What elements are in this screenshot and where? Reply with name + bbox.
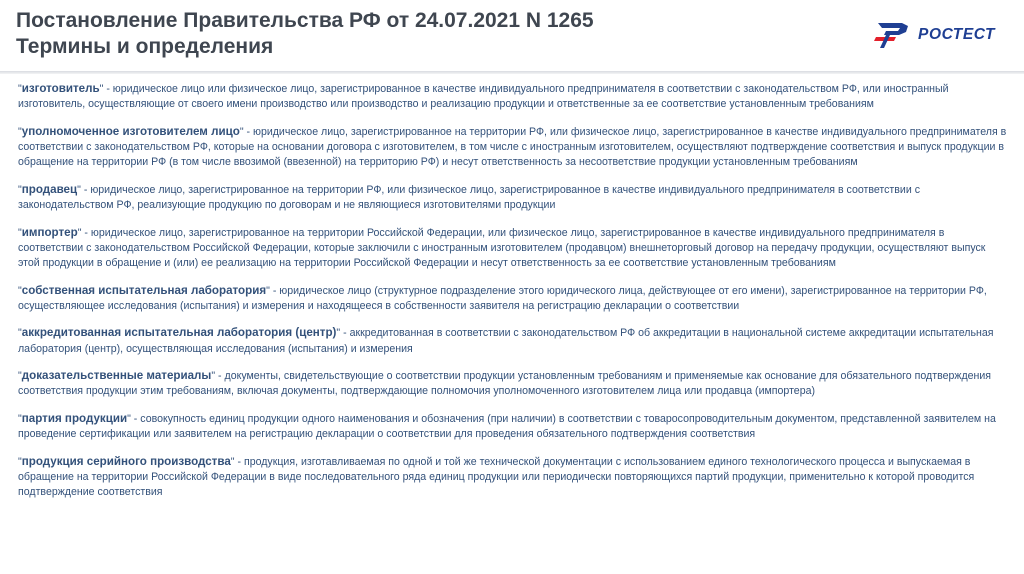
logo-wordmark: РОСТЕСТ bbox=[918, 26, 996, 43]
term-definition: - продукция, изготавливаемая по одной и той же технической документации с использованием единого технологического процесса и выпускаемая в обращение на территории Российской Федерации в виде последовательного ряда единиц продукции или периодически повторяющихся партий продукции, применительно к которой проводится подтверждение соответствия bbox=[18, 455, 975, 499]
term-name: доказательственные материалы bbox=[21, 369, 212, 383]
term-item: "собственная испытательная лаборатория" - юридическое лицо (структурное подразделение этого юридического лица, действующее от его имени), зарегистрированное на территории РФ, осуществляющее исследования (испытания) и измерения и находящееся в собственности заявителя на регистрацию декларации о соответствии bbox=[18, 283, 987, 312]
terms-list bbox=[18, 81, 1008, 512]
term-item: "импортер" - юридическое лицо, зарегистрированное на территории Российской Федерации, или физическое лицо, зарегистрированное в качестве индивидуального предпринимателя в соответствии с законодательством Российской Федерации, которые заключили с иностранным изготовителем (продавцом) внешнеторговый договор на передачу продукции, осуществляют выпуск этой продукции в обращение и (или) ее реализацию на территории Российской Федерации и несут ответственность за ее соответствие установленным требованиям bbox=[18, 225, 986, 269]
term-item: "партия продукции" - совокупность единиц продукции одного наименования и обозначения (при наличии) в соответствии с товаросопроводительным документом, представленной заявителем на проведение сертификации или заявителем на регистрацию декларации о соответствии для проведения обязательного подтверждения соответствия bbox=[18, 411, 996, 441]
rostest-logo bbox=[872, 14, 1012, 54]
term-item: "уполномоченное изготовителем лицо" - юридическое лицо, зарегистрированное на территории РФ, или физическое лицо, зарегистрированное в качестве индивидуального предпринимателя в соответствии с законодательством РФ, которые на основании договора с изготовителем, в том числе с иностранным изготовителем, осуществляют подтверждение соответствия и выпуск продукции в обращение на территории РФ (в том числе ввозимой (ввезенной) на территорию РФ) и несут ответственность за несоответствие продукции установленным требованиям bbox=[18, 124, 1007, 169]
term-definition: - юридическое лицо, зарегистрированное на территории Российской Федерации, или физическое лицо, зарегистрированное в качестве индивидуального предпринимателя в соответствии с законодательством Российской Федерации, которые заключили с иностранным изготовителем (продавцом) внешнеторговый договор на передачу продукции, осуществляют выпуск этой продукции в обращение и (или) ее реализацию на территории Российской Федерации и несут ответственность за ее соответствие установленным требованиям bbox=[18, 226, 986, 269]
term-name: изготовитель bbox=[21, 82, 100, 95]
rostest-logo-icon bbox=[872, 14, 916, 54]
page-title-line-2: Термины и определения bbox=[16, 35, 274, 58]
term-definition: - юридическое лицо, зарегистрированное на территории РФ, или физическое лицо, зарегистрированное в качестве индивидуального предпринимателя в соответствии с законодательством РФ, реализующие продукцию по договорам и не являющиеся изготовителями продукции bbox=[18, 183, 920, 211]
page-title-line-1: Постановление Правительства РФ от 24.07.2021 N 1265 bbox=[16, 9, 594, 32]
term-definition: - аккредитованная в соответствии с законодательством РФ об аккредитации в национальной системе аккредитации испытательная лаборатория (центр), осуществляющая исследования (испытания) и измерения bbox=[18, 327, 994, 355]
term-name: аккредитованная испытательная лаборатория (центр) bbox=[21, 326, 337, 340]
page-header bbox=[16, 8, 836, 60]
term-name: продавец bbox=[21, 182, 78, 196]
term-item: "доказательственные материалы" - документы, свидетельствующие о соответствии продукции установленным требованиям и применяемые как основание для обязательного подтверждения соответствия продукции этим требованиям, включая документы, подтверждающие полномочия уполномоченного изготовителем лица или продавца (импортера) bbox=[18, 369, 992, 398]
term-item: "аккредитованная испытательная лаборатория (центр)" - аккредитованная в соответствии с законодательством РФ об аккредитации в национальной системе аккредитации испытательная лаборатория (центр), осуществляющая исследования (испытания) и измерения bbox=[18, 326, 994, 355]
term-definition: - документы, свидетельствующие о соответствии продукции установленным требованиям и применяемые как основание для обязательного подтверждения соответствия продукции этим требованиям, включая документы, подтверждающие полномочия уполномоченного изготовителем лица или продавца (импортера) bbox=[18, 370, 992, 398]
term-item: "продавец" - юридическое лицо, зарегистрированное на территории РФ, или физическое лицо, зарегистрированное в качестве индивидуального предпринимателя в соответствии с законодательством РФ, реализующие продукцию по договорам и не являющиеся изготовителями продукции bbox=[18, 182, 920, 211]
term-item: "изготовитель" - юридическое лицо или физическое лицо, зарегистрированное в качестве индивидуального предпринимателя в соответствии с законодательством РФ, или иностранный изготовитель, осуществляющие от своего имени производство или производство и реализацию продукции и ответственные за ее соответствие установленным требованиям bbox=[18, 82, 949, 111]
term-name: партия продукции bbox=[21, 411, 128, 425]
header-divider bbox=[0, 71, 1024, 74]
term-item: "продукция серийного производства" - продукция, изготавливаемая по одной и той же технической документации с использованием единого технологического процесса и выпускаемая в обращение на территории Российской Федерации в виде последовательного ряда единиц продукции или периодически повторяющихся партий продукции, применительно к которой проводится подтверждение соответствия bbox=[18, 454, 975, 499]
term-definition: - юридическое лицо (структурное подразделение этого юридического лица, действующее от его имени), зарегистрированное на территории РФ, осуществляющее исследования (испытания) и измерения и находящееся в собственности заявителя на регистрацию декларации о соответствии bbox=[18, 284, 987, 312]
term-definition: - юридическое лицо, зарегистрированное на территории РФ, или физическое лицо, зарегистрированное в качестве индивидуального предпринимателя в соответствии с законодательством РФ, которые на основании договора с изготовителем, в том числе с иностранным изготовителем, осуществляют подтверждение соответствия и выпуск продукции в обращение на территории РФ (в том числе ввозимой (ввезенной) на территорию РФ) и несут ответственность за несоответствие продукции установленным требованиям bbox=[18, 125, 1007, 169]
term-name: собственная испытательная лаборатория bbox=[21, 283, 267, 297]
term-definition: - юридическое лицо или физическое лицо, зарегистрированное в качестве индивидуального предпринимателя в соответствии с законодательством РФ, или иностранный изготовитель, осуществляющие от своего имени производство или производство и реализацию продукции и ответственные за ее соответствие установленным требованиям bbox=[18, 83, 949, 111]
term-name: уполномоченное изготовителем лицо bbox=[21, 124, 240, 138]
term-name: продукция серийного производства bbox=[21, 454, 231, 468]
term-definition: - совокупность единиц продукции одного наименования и обозначения (при наличии) в соответствии с товаросопроводительным документом, представленной заявителем на проведение сертификации или заявителем на регистрацию декларации о соответствии для проведения обязательного подтверждения соответствия bbox=[18, 412, 996, 441]
term-name: импортер bbox=[21, 225, 78, 239]
